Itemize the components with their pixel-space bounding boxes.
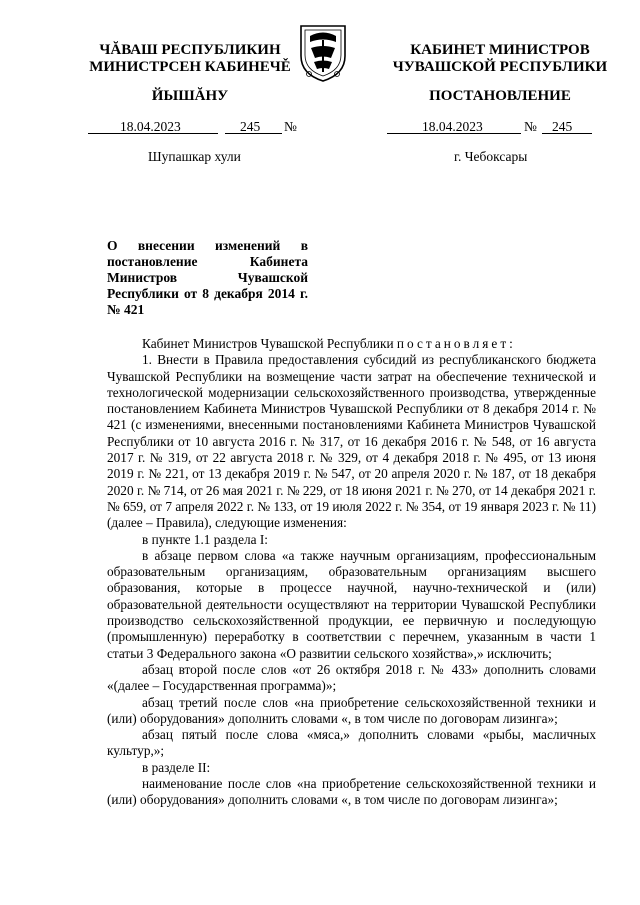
left-number-sign: № [284, 119, 297, 134]
header-left-line1: ЧĂВАШ РЕСПУБЛИКИН [99, 42, 281, 58]
body-paragraph: наименование после слов «на приобретение сельскохозяйственной техники и (или) оборудования» дополнить словами «, в том числе по договорам лизинга»; [107, 776, 596, 808]
header-right-line1: КАБИНЕТ МИНИСТРОВ [410, 42, 590, 58]
header-left-doc-type: ЙЫШĂНУ [151, 88, 229, 104]
body-paragraph: в разделе II: [142, 759, 211, 775]
right-number-sign: № [524, 119, 537, 134]
body-paragraph: в абзаце первом слова «а также научным организациям, профессиональным образовательным организациям, образовательным организациям высшего образования, которые в процессе научной, научно-технической и (или) образовательной деятельности осуществляют на территории Чувашской Республики производство сельскохозяйственной продукции, ее первичную и последующую (промышленную) переработку в соответствии с перечнем, указанным в части 1 статьи 3 Федерального закона «О развитии сельского хозяйства»,» исключить; [107, 547, 596, 661]
left-city: Шупашкар хули [148, 149, 241, 164]
intro-verb: постановляет: [396, 336, 516, 351]
body-paragraph: 1. Внести в Правила предоставления субсидий из республиканского бюджета Чувашской Республики на возмещение части затрат на обеспечение технической и технологической модернизации сельскохозяйственного производства, утвержденные постановлением Кабинета Министров Чувашской Республики от 8 декабря 2014 г. № 421 (с изменениями, внесенными постановлениями Кабинета Министров Чувашской Республики от 10 августа 2016 г. № 317, от 16 декабря 2016 г. № 548, от 16 августа 2017 г. № 319, от 22 августа 2018 г. № 329, от 4 декабря 2018 г. № 495, от 13 июня 2019 г. № 221, от 13 декабря 2019 г. № 547, от 20 апреля 2020 г. № 187, от 18 декабря 2020 г. № 714, от 26 мая 2021 г. № 229, от 18 июня 2021 г. № 270, от 14 декабря 2021 г. № 659, от 7 апреля 2022 г. № 133, от 19 июля 2022 г. № 354, от 19 января 2023 г. № 11) (далее – Правила), следующие изменения: [107, 352, 596, 531]
header-right-line2: ЧУВАШСКОЙ РЕСПУБЛИКИ [392, 59, 608, 75]
header-right-doc-type: ПОСТАНОВЛЕНИЕ [429, 88, 571, 104]
body-paragraph: абзац второй после слов «от 26 октября 2018 г. № 433» дополнить словами «(далее – Государственная программа)»; [107, 661, 596, 694]
header-left-line2: МИНИСТРСЕН КАБИНЕЧĚ [89, 59, 291, 75]
right-date: 18.04.2023 [422, 119, 483, 134]
header-right-authority [385, 42, 615, 76]
right-number: 245 [552, 119, 573, 134]
intro-text: Кабинет Министров Чувашской Республики [142, 336, 394, 351]
right-city: г. Чебоксары [454, 149, 528, 164]
left-number: 245 [240, 119, 261, 134]
document-body [107, 336, 596, 809]
left-date: 18.04.2023 [120, 119, 181, 134]
document-title: О внесении изменений в постановление Кабинета Министров Чувашской Республики от 8 декабря 2014 г. № 421 [107, 238, 308, 317]
chuvash-coat-of-arms-icon [297, 22, 349, 84]
body-paragraph: абзац пятый после слова «мяса,» дополнить словами «рыбы, масличных культур,»; [107, 727, 596, 759]
body-paragraph: абзац третий после слов «на приобретение сельскохозяйственной техники и (или) оборудования» дополнить словами «, в том числе по договорам лизинга»; [107, 694, 596, 726]
header-left-authority [80, 42, 300, 76]
body-paragraph: в пункте 1.1 раздела I: [142, 531, 268, 547]
intro-paragraph [107, 336, 596, 352]
